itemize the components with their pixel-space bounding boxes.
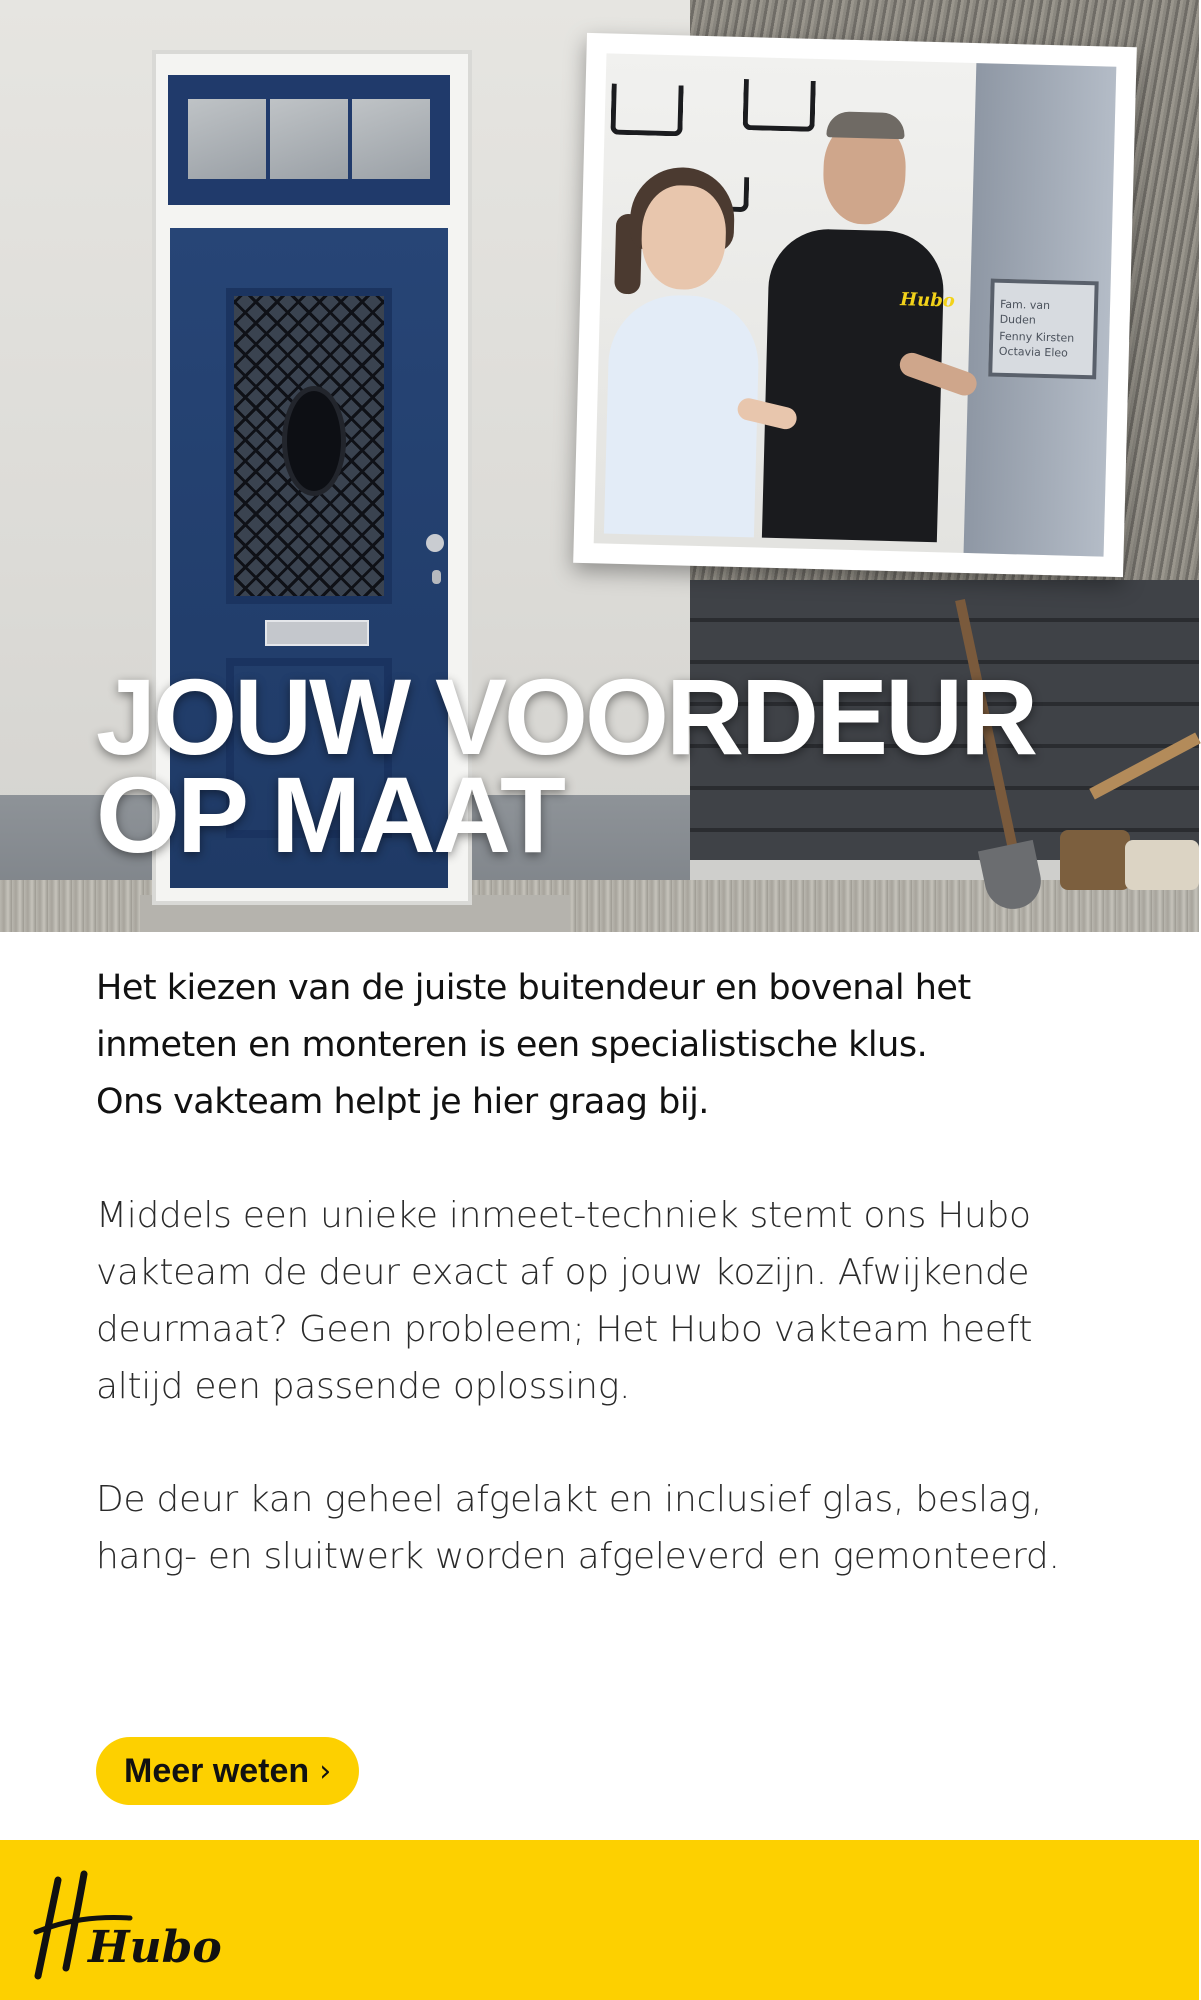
photo-scene bbox=[594, 53, 1117, 556]
body-paragraph-2 bbox=[96, 1471, 1116, 1585]
content bbox=[96, 960, 1116, 1585]
door-lattice-window bbox=[226, 288, 392, 604]
photo-door bbox=[964, 63, 1117, 556]
lead-line: Het kiezen van de juiste buitendeur en bovenal het bbox=[96, 968, 971, 1008]
door-lock bbox=[432, 570, 441, 584]
lead-line: inmeten en monteren is een specialistische klus. bbox=[96, 1025, 928, 1065]
hero-title-line1: JOUW VOORDEUR bbox=[96, 656, 1036, 777]
door-knob bbox=[426, 534, 444, 552]
woman-figure bbox=[604, 294, 760, 538]
paragraph-line: altijd een passende oplossing. bbox=[96, 1366, 631, 1407]
shirt-logo: Hubo bbox=[899, 289, 956, 312]
paragraph-line: vakteam de deur exact af op jouw kozijn. Afwijkende bbox=[96, 1252, 1030, 1293]
nameplate-glass bbox=[988, 279, 1099, 380]
transom-pane bbox=[188, 99, 266, 179]
transom-window bbox=[168, 75, 450, 205]
firewood-log bbox=[1125, 840, 1199, 890]
transom-pane bbox=[270, 99, 348, 179]
logo-wordmark: Hubo bbox=[88, 1922, 222, 1973]
log-stump bbox=[1060, 830, 1130, 890]
paragraph-line: De deur kan geheel afgelakt en inclusief glas, beslag, bbox=[96, 1479, 1043, 1520]
hubo-logo[interactable] bbox=[26, 1858, 222, 1988]
coat-hook bbox=[743, 79, 816, 132]
meer-weten-button[interactable] bbox=[96, 1737, 359, 1805]
lead-paragraph bbox=[96, 960, 1116, 1131]
chevron-right-icon: › bbox=[319, 1753, 332, 1789]
hero-banner bbox=[0, 0, 1199, 932]
door-ornament bbox=[282, 386, 346, 496]
mail-slot bbox=[265, 620, 369, 646]
man-hair bbox=[826, 111, 905, 139]
paragraph-line: hang- en sluitwerk worden afgeleverd en gemonteerd. bbox=[96, 1536, 1060, 1577]
hero-title bbox=[96, 656, 1036, 875]
hero-title-line2: OP MAAT bbox=[96, 754, 564, 875]
polaroid-photo bbox=[573, 33, 1137, 577]
meer-weten-label: Meer weten bbox=[124, 1751, 310, 1790]
nameplate-line1: Fam. van Duden bbox=[999, 297, 1051, 327]
body-paragraph-1 bbox=[96, 1187, 1116, 1415]
paragraph-line: Middels een unieke inmeet-techniek stemt ons Hubo bbox=[96, 1195, 1031, 1236]
footer-bar bbox=[0, 1840, 1199, 2000]
nameplate-line2: Fenny Kirsten Octavia Eleo bbox=[998, 329, 1075, 360]
lead-line: Ons vakteam helpt je hier graag bij. bbox=[96, 1082, 709, 1122]
paragraph-line: deurmaat? Geen probleem; Het Hubo vakteam heeft bbox=[96, 1309, 1033, 1350]
transom-pane bbox=[352, 99, 430, 179]
woman-face bbox=[640, 184, 727, 290]
man-figure bbox=[762, 228, 945, 542]
coat-hook bbox=[610, 84, 683, 137]
